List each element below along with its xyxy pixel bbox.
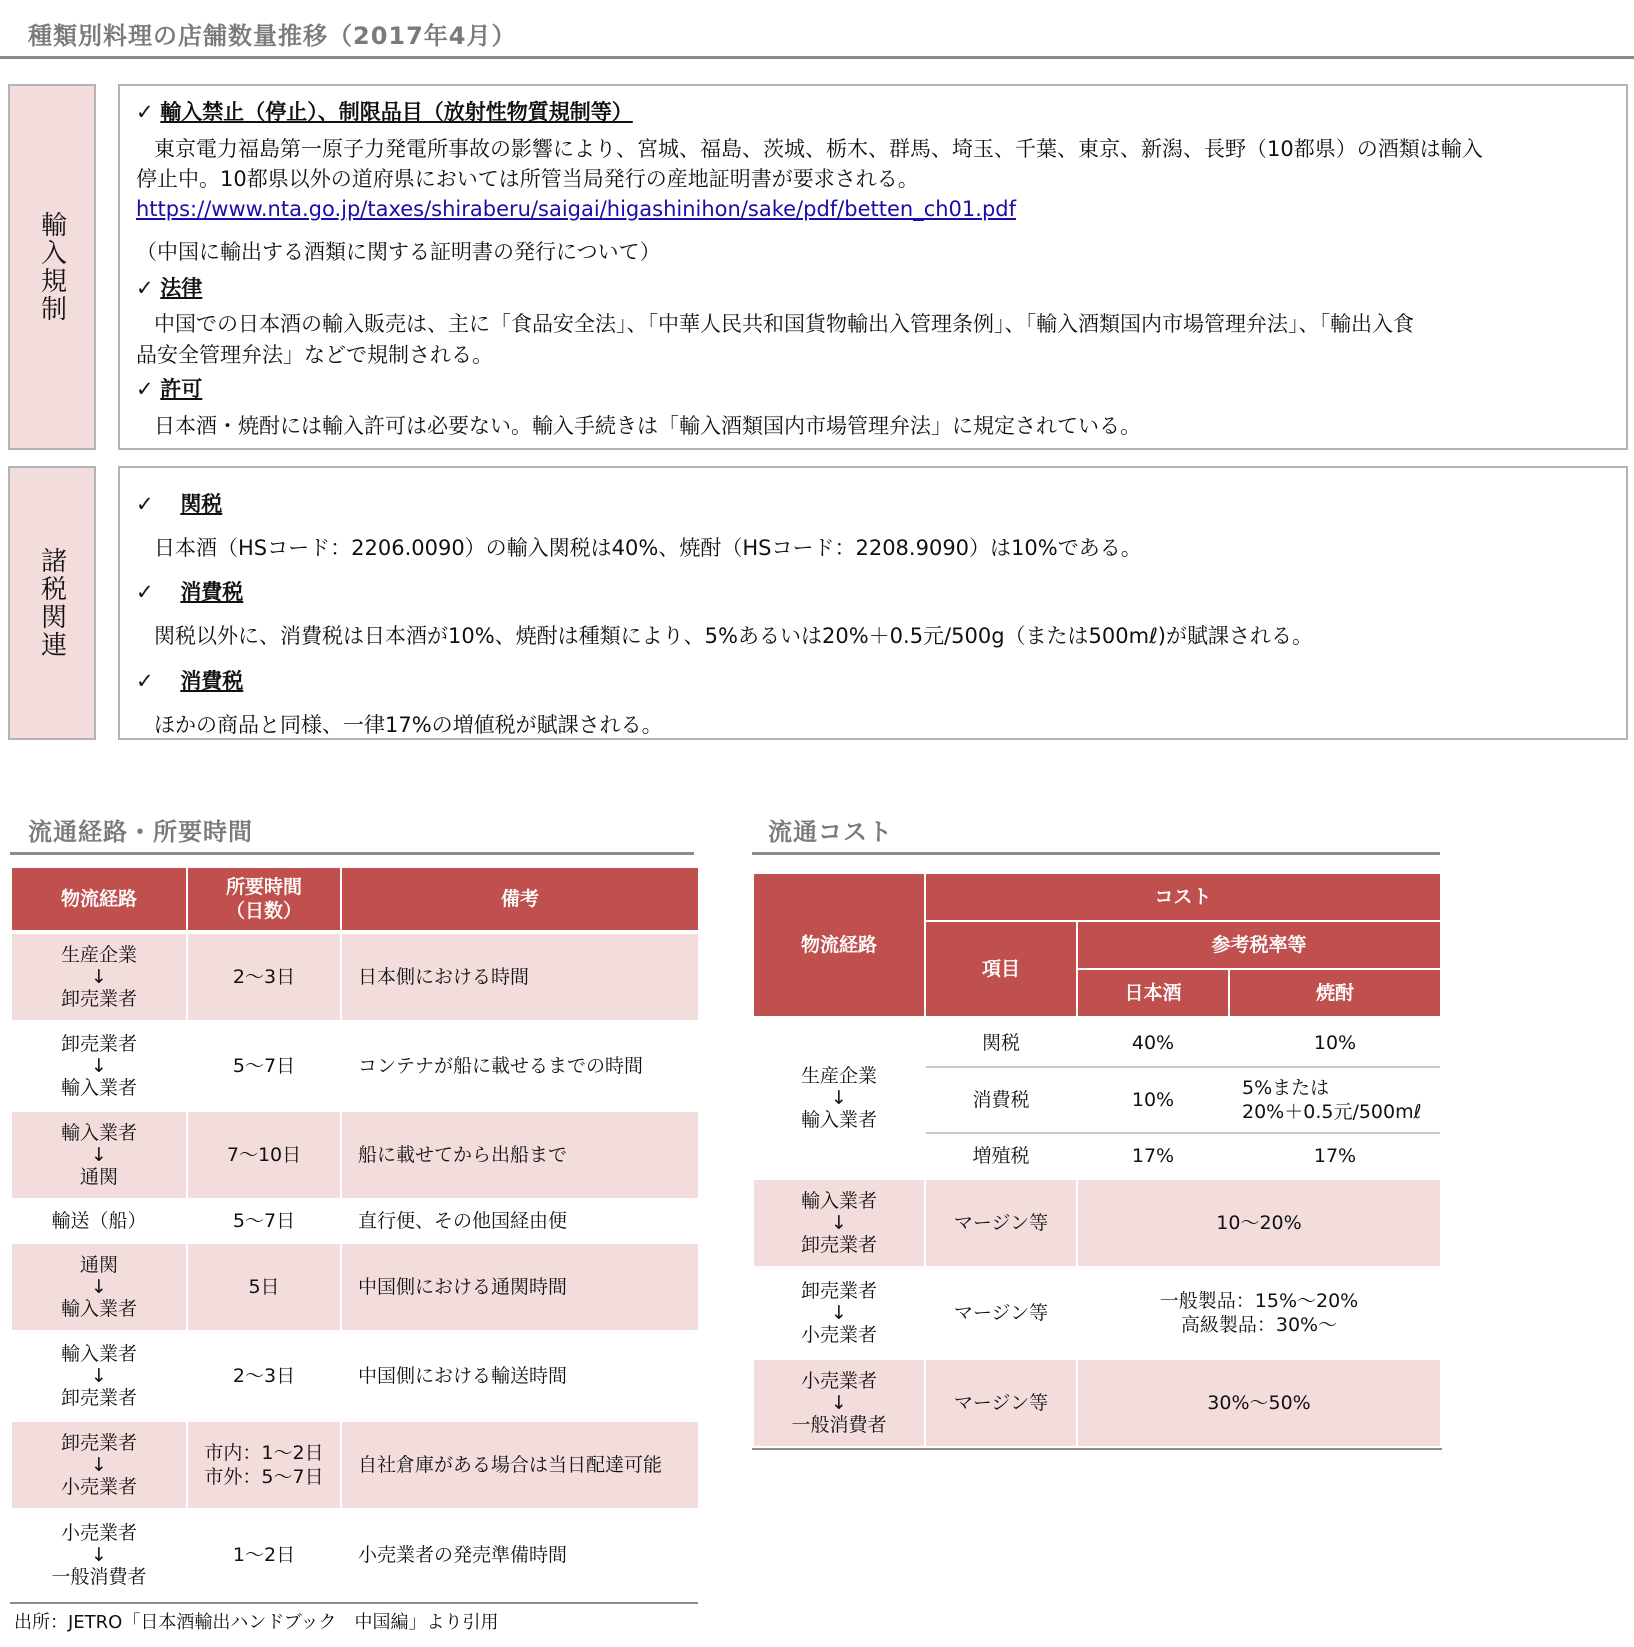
check-icon: ✓: [136, 492, 154, 516]
route-from: 卸売業者: [800, 1280, 877, 1302]
import-item2-heading: [136, 272, 202, 302]
cost-heading-rule: [752, 852, 1440, 855]
route-to: 卸売業者: [60, 988, 137, 1010]
import-item1-title: 輸入禁止（停止）、制限品目（放射性物質規制等）: [160, 100, 633, 124]
arrow-down-icon: ↓: [831, 1302, 847, 1324]
import-item2-line2: 品安全管理弁法」などで規制される。: [136, 343, 493, 367]
tax-item1-title: 関税: [180, 492, 223, 516]
arrow-down-icon: ↓: [91, 1544, 107, 1566]
arrow-down-icon: ↓: [91, 1144, 107, 1166]
route-from: 生産企業: [60, 944, 137, 966]
import-item1-heading: [136, 96, 633, 126]
route-note: 自社倉庫がある場合は当日配達可能: [342, 1422, 698, 1508]
route-from: 卸売業者: [60, 1432, 137, 1454]
taxes-label-text: 諸税関連: [36, 547, 67, 659]
table-row: [754, 1180, 924, 1266]
tax-item2-line1: 関税以外に、消費税は日本酒が10%、焼酎は種類により、5%あるいは20%＋0.5元/500g（または500mℓ)が賦課される。: [154, 624, 1313, 648]
route-time: 2～3日: [188, 934, 340, 1020]
import-item3-heading: [136, 373, 202, 403]
time-col-header: [188, 868, 340, 930]
cost-route-header: 物流経路: [754, 874, 924, 1016]
cost-sake: 40%: [1131, 1032, 1175, 1054]
cost-sake: 10%: [1131, 1089, 1175, 1111]
table-row: [12, 1422, 186, 1508]
import-regulation-label: [8, 84, 96, 450]
route-from: 小売業者: [60, 1522, 137, 1544]
arrow-down-icon: ↓: [91, 1055, 107, 1077]
cost-item: 増殖税: [972, 1145, 1030, 1167]
table-row: [12, 1200, 186, 1242]
tax-item1-heading: [136, 488, 222, 518]
arrow-down-icon: ↓: [91, 966, 107, 988]
cost-item: マージン等: [926, 1360, 1076, 1446]
route-from: 輸入業者: [60, 1343, 137, 1365]
cost-item: 関税: [981, 1032, 1020, 1054]
route-time: 2～3日: [232, 1365, 296, 1387]
import-item1-line1: 東京電力福島第一原子力発電所事故の影響により、宮城、福島、茨城、栃木、群馬、埼玉、千葉、東京、新潟、長野（10都県）の酒類は輸入: [154, 137, 1483, 161]
arrow-down-icon: ↓: [831, 1087, 847, 1109]
route-to: 輸入業者: [60, 1298, 137, 1320]
certificate-link[interactable]: https://www.nta.go.jp/taxes/shiraberu/saigai/higashinihon/sake/pdf/betten_ch01.pdf: [136, 197, 1017, 221]
time-col-header-l1: 所要時間: [225, 876, 302, 898]
taxes-label: [8, 466, 96, 740]
table-row: [754, 1268, 924, 1358]
route-note: 日本側における時間: [342, 934, 698, 1020]
source-note: 出所：JETRO「日本酒輸出ハンドブック 中国編」より引用: [14, 1612, 499, 1633]
route-table-bottom-rule: [10, 1602, 698, 1604]
table-row: [12, 1244, 186, 1330]
cost-item: マージン等: [953, 1302, 1049, 1324]
cost-value: 10～20%: [1078, 1180, 1440, 1266]
route-to: 卸売業者: [60, 1387, 137, 1409]
cost-value-l1: 一般製品：15%～20%: [1159, 1290, 1359, 1312]
cost-header: コスト: [926, 874, 1440, 920]
route-to: 一般消費者: [51, 1566, 147, 1588]
route-from: 輸入業者: [60, 1122, 137, 1144]
tax-item3-title: 消費税: [180, 669, 244, 693]
route-table-heading: 流通経路・所要時間: [28, 818, 253, 846]
route-note: 船に載せてから出船まで: [342, 1112, 698, 1198]
route-to: 輸入業者: [60, 1077, 137, 1099]
page-title: 種類別料理の店舗数量推移（2017年4月）: [28, 22, 517, 50]
route-time: 7～10日: [188, 1112, 340, 1198]
route-time-l1: 市内：1～2日: [204, 1442, 324, 1464]
tax-item2-heading: [136, 576, 243, 606]
route-note: 直行便、その他国経由便: [358, 1210, 568, 1232]
route-note: コンテナが船に載せるまでの時間: [358, 1055, 644, 1077]
tax-item3-line1: ほかの商品と同様、一律17%の増値税が賦課される。: [154, 713, 663, 737]
note-col-header: 備考: [342, 868, 698, 930]
route-to: 輸入業者: [800, 1109, 877, 1131]
route-to: 一般消費者: [791, 1414, 887, 1436]
arrow-down-icon: ↓: [91, 1276, 107, 1298]
table-row: [12, 1112, 186, 1198]
import-item2-line1: 中国での日本酒の輸入販売は、主に「食品安全法」、「中華人民共和国貨物輸出入管理条例」、「輸入酒類国内市場管理弁法」、「輸出入食: [154, 312, 1414, 336]
cost-shochu-header: 焼酎: [1230, 970, 1440, 1016]
route-col-header: 物流経路: [12, 868, 186, 930]
tax-item1-line1: 日本酒（HSコード：2206.0090）の輸入関税は40%、焼酎（HSコード：2208.9090）は10%である。: [154, 536, 1142, 560]
route-note: 小売業者の発売準備時間: [358, 1544, 568, 1566]
cost-value-l2: 高級製品：30%～: [1180, 1314, 1338, 1336]
route-from: 通関: [79, 1254, 118, 1276]
arrow-down-icon: ↓: [91, 1454, 107, 1476]
check-icon: ✓: [136, 580, 154, 604]
table-row: [12, 1510, 186, 1600]
route-note: 中国側における通関時間: [342, 1244, 698, 1330]
arrow-down-icon: ↓: [831, 1392, 847, 1414]
route-time: 5～7日: [232, 1055, 296, 1077]
route-to: 小売業者: [60, 1476, 137, 1498]
cost-table-bottom-rule: [752, 1448, 1442, 1450]
table-row: [754, 1020, 924, 1176]
cost-item: マージン等: [926, 1180, 1076, 1266]
cost-sake-header: 日本酒: [1078, 970, 1228, 1016]
check-icon: ✓: [136, 377, 154, 401]
cost-ref-header: 参考税率等: [1078, 922, 1440, 968]
route-to: 小売業者: [800, 1324, 877, 1346]
route-from: 輸送（船）: [51, 1210, 147, 1232]
route-time: 5日: [188, 1244, 340, 1330]
table-row: [12, 1022, 186, 1110]
taxes-box: [118, 466, 1628, 740]
table-row: [12, 934, 186, 1020]
cost-value: [1078, 1268, 1440, 1358]
cost-shochu-l2: 20%＋0.5元/500mℓ: [1242, 1101, 1422, 1123]
route-from: 小売業者: [800, 1370, 877, 1392]
arrow-down-icon: ↓: [91, 1365, 107, 1387]
check-icon: ✓: [136, 100, 154, 124]
time-col-header-l2: （日数）: [225, 900, 302, 922]
import-item3-title: 許可: [160, 377, 203, 401]
route-time: [188, 1422, 340, 1508]
import-item2-title: 法律: [160, 276, 203, 300]
import-item3-line1: 日本酒・焼酎には輸入許可は必要ない。輸入手続きは「輸入酒類国内市場管理弁法」に規定されている。: [154, 414, 1141, 438]
cost-shochu-l1: 5%または: [1242, 1077, 1330, 1099]
cost-table-heading: 流通コスト: [768, 818, 893, 846]
route-time-l2: 市外：5～7日: [204, 1466, 324, 1488]
check-icon: ✓: [136, 669, 154, 693]
route-time: 5～7日: [232, 1210, 296, 1232]
import-item1-line2: 停止中。10都県以外の道府県においては所管当局発行の産地証明書が要求される。: [136, 167, 919, 191]
arrow-down-icon: ↓: [831, 1212, 847, 1234]
table-row: [12, 1332, 186, 1420]
cost-value: 30%～50%: [1078, 1360, 1440, 1446]
route-to: 卸売業者: [800, 1234, 877, 1256]
title-rule: [0, 56, 1634, 59]
route-from: 輸入業者: [800, 1190, 877, 1212]
cost-shochu: 10%: [1313, 1032, 1357, 1054]
route-from: 卸売業者: [60, 1033, 137, 1055]
import-item1-note: （中国に輸出する酒類に関する証明書の発行について）: [136, 240, 661, 264]
cost-sake: 17%: [1131, 1145, 1175, 1167]
cost-shochu: [1230, 1068, 1440, 1132]
route-time: 1～2日: [232, 1544, 296, 1566]
check-icon: ✓: [136, 276, 154, 300]
import-regulation-label-text: 輸入規制: [36, 211, 67, 323]
table-row: [754, 1360, 924, 1446]
route-from: 生産企業: [800, 1065, 877, 1087]
tax-item3-heading: [136, 665, 243, 695]
route-note: 中国側における輸送時間: [358, 1365, 568, 1387]
cost-shochu: 17%: [1313, 1145, 1357, 1167]
tax-item2-title: 消費税: [180, 580, 244, 604]
route-heading-rule: [10, 852, 694, 855]
cost-item-header: 項目: [926, 922, 1076, 1016]
cost-item: 消費税: [972, 1089, 1030, 1111]
route-to: 通関: [79, 1166, 118, 1188]
